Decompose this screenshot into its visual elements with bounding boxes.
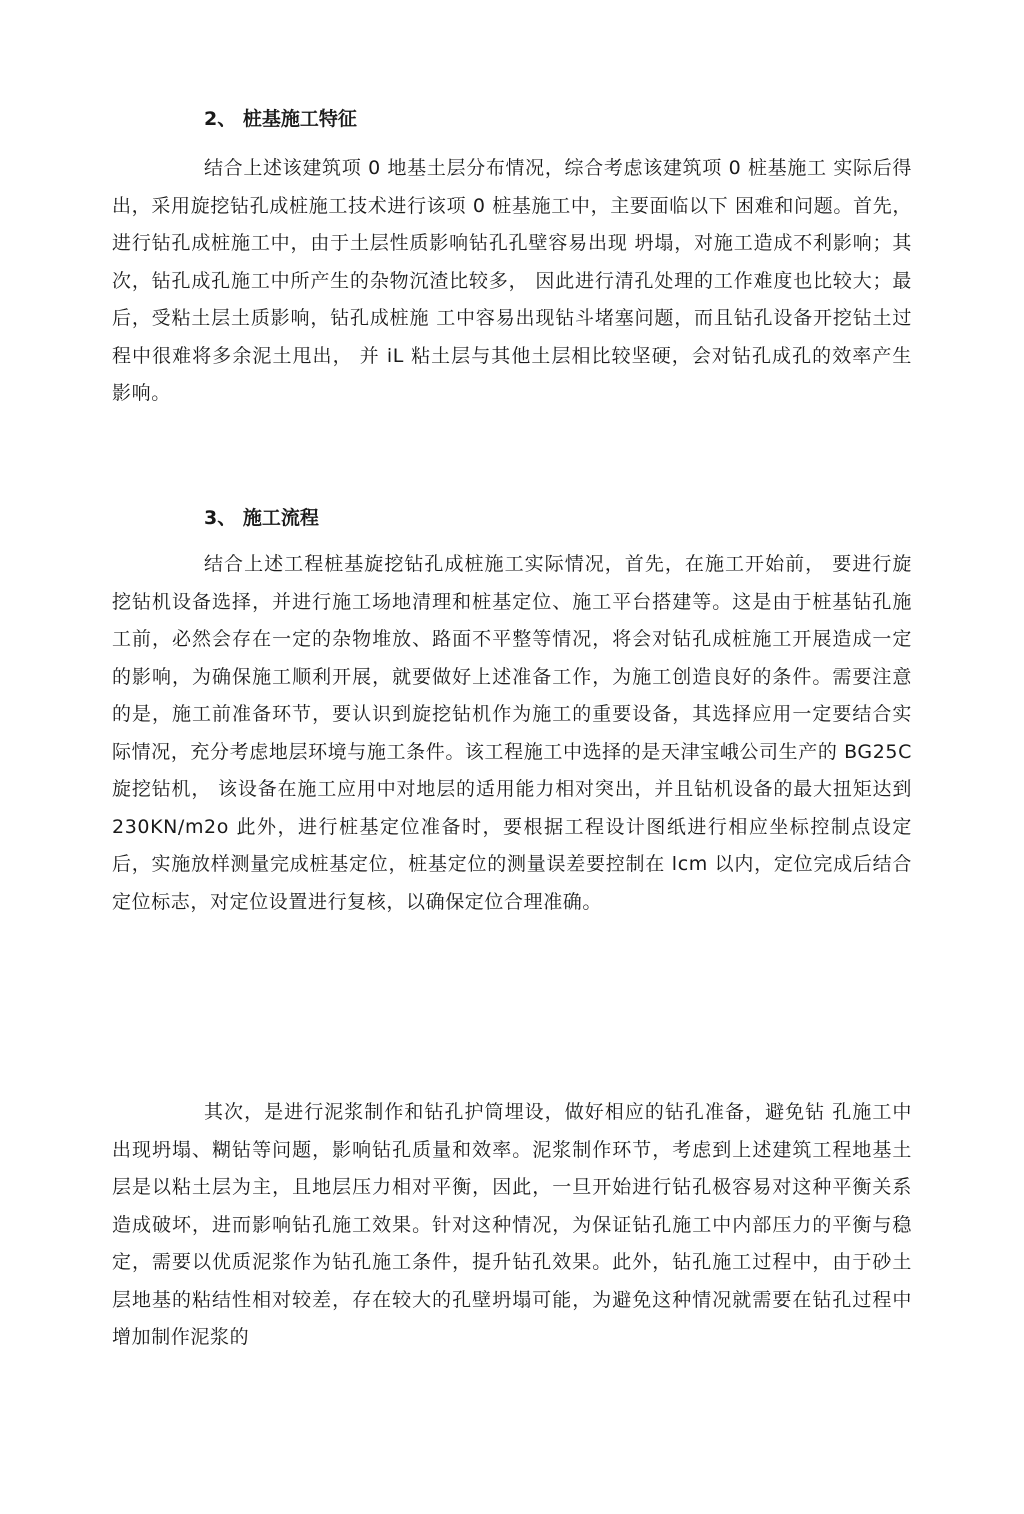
section-heading-construction-process: 3、 施工流程 (204, 507, 319, 529)
paragraph-construction-process-1: 结合上述工程桩基旋挖钻孔成桩施工实际情况，首先，在施工开始前， 要进行旋挖钻机设备选择，并进行施工场地清理和桩基定位、施工平台搭建等。这是由于桩基钻孔施工前，必然会存在一定的杂物堆放、路面不平整等情况，将会对钻孔成桩施工开展造成一定的影响，为确保施工顺利开展，就要做好上述准备工作，为施工创造良好的条件。需要注意的是，施工前准备环节，要认识到旋挖钻机作为施工的重要设备，其选择应用一定要结合实际情况，充分考虑地层环境与施工条件。该工程施工中选择的是天津宝峨公司生产的 BG25C 旋挖钻机， 该设备在施工应用中对地层的适用能力相对突出，并且钻机设备的最大扭矩达到 230KN/m2o 此外，进行桩基定位准备时，要根据工程设计图纸进行相应坐标控制点设定后，实施放样测量完成桩基定位，桩基定位的测量误差要控制在 lcm 以内，定位完成后结合定位标志，对定位设置进行复核，以确保定位合理准确。 (112, 553, 912, 913)
paragraph-construction-process-2: 其次，是进行泥浆制作和钻孔护筒埋设，做好相应的钻孔准备，避免钻 孔施工中出现坍塌、糊钻等问题，影响钻孔质量和效率。泥浆制作环节，考虑到上述建筑工程地基土层是以粘土层为主，且地层压力相对平衡，因此，一旦开始进行钻孔极容易对这种平衡关系造成破坏，进而影响钻孔施工效果。针对这种情况，为保证钻孔施工中内部压力的平衡与稳定，需要以优质泥浆作为钻孔施工条件，提升钻孔效果。此外，钻孔施工过程中，由于砂土层地基的粘结性相对较差，存在较大的孔壁坍塌可能，为避免这种情况就需要在钻孔过程中增加制作泥浆的 (112, 1101, 912, 1348)
section-heading-pile-features: 2、 桩基施工特征 (204, 108, 357, 130)
paragraph-pile-features: 结合上述该建筑项 0 地基土层分布情况，综合考虑该建筑项 0 桩基施工 实际后得出，采用旋挖钻孔成桩施工技术进行该项 0 桩基施工中，主要面临以下 困难和问题。首先，进行钻孔成桩施工中，由于土层性质影响钻孔孔壁容易出现 坍塌，对施工造成不利影响；其次，钻孔成孔施工中所产生的杂物沉渣比较多， 因此进行清孔处理的工作难度也比较大；最后，受粘土层土质影响，钻孔成桩施 工中容易出现钻斗堵塞问题，而且钻孔设备开挖钻土过程中很难将多余泥土甩出， 并 iL 粘土层与其他土层相比较坚硬，会对钻孔成孔的效率产生影响。 (112, 157, 912, 404)
